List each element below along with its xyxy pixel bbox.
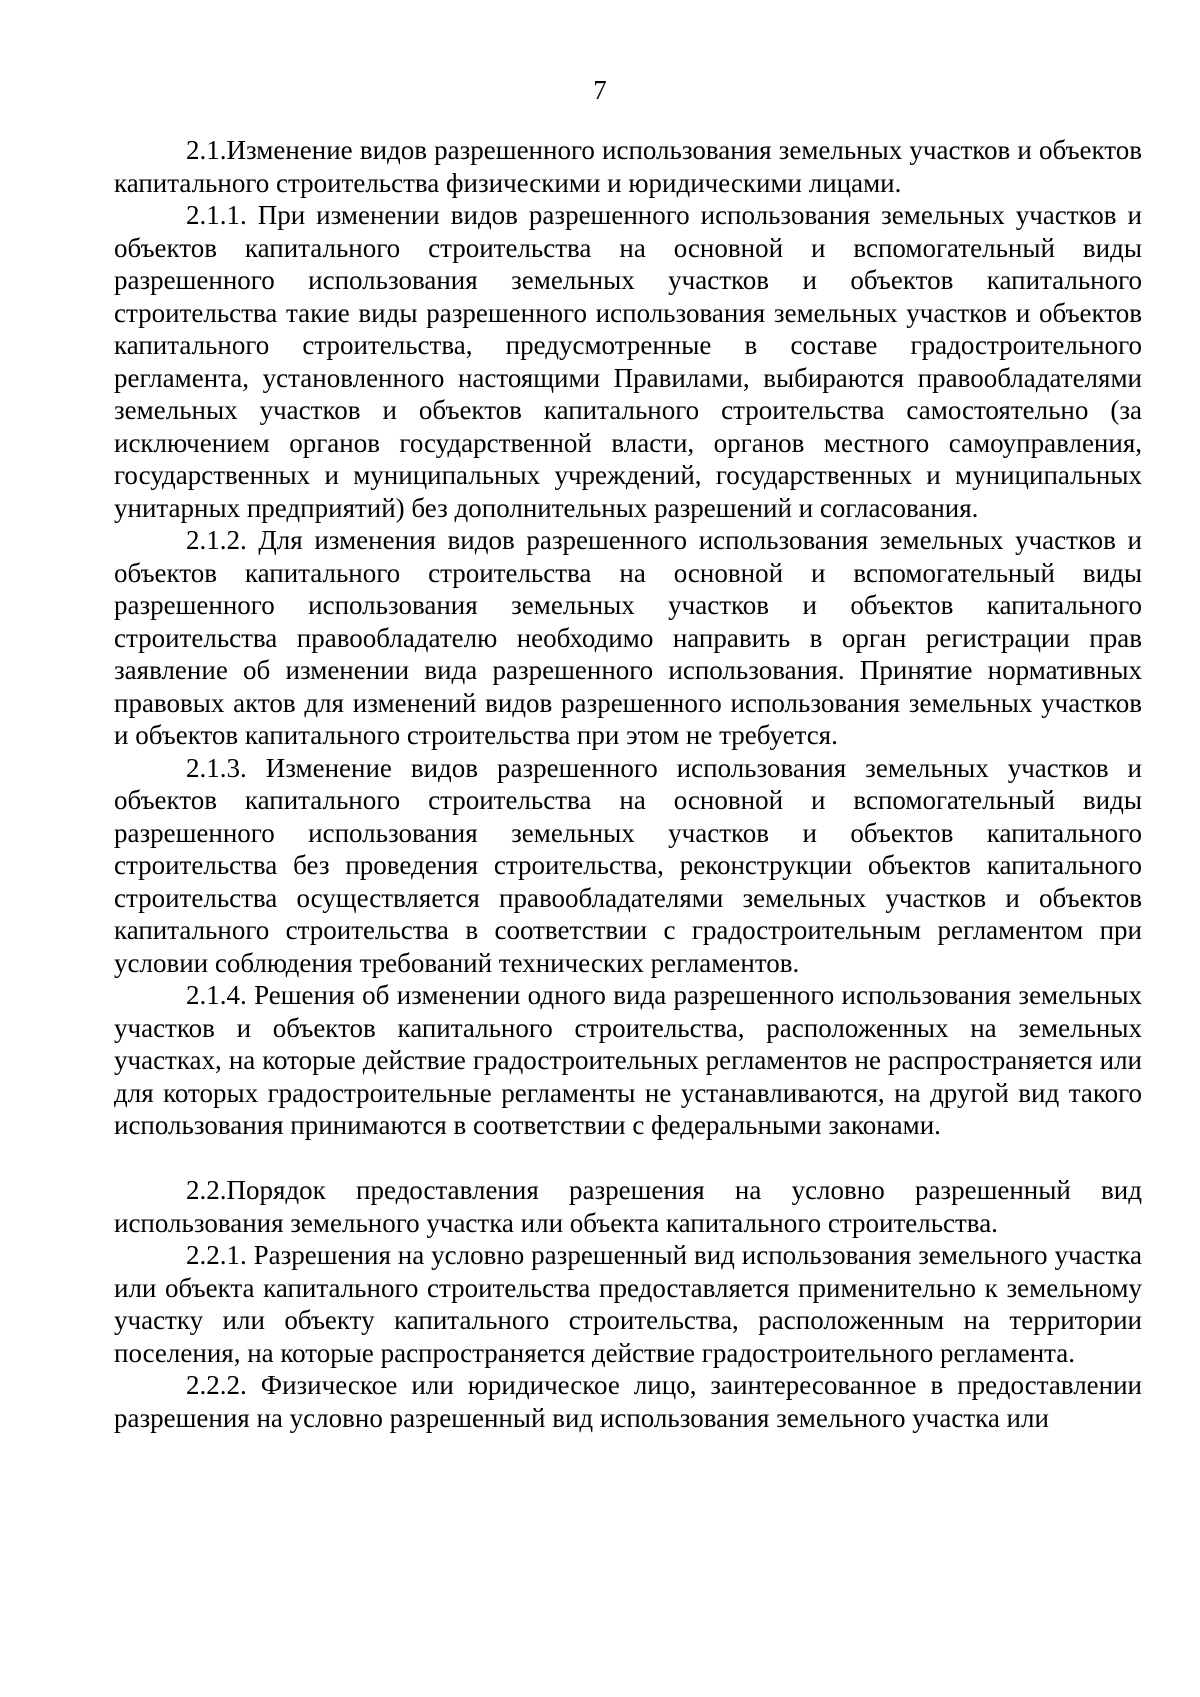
section-heading-2-2: 2.2.Порядок предоставления разрешения на условно разрешенный вид использования земельного участка или объекта капитального строительства. bbox=[114, 1175, 1142, 1238]
paragraph-2-1-4: 2.1.4. Решения об изменении одного вида разрешенного использования земельных участков и объектов капитального строительства, расположенных на земельных участках, на которые действие градостроительных регламентов не распространяется или для которых градостроительные регламенты не устанавливаются, на другой вид такого использования принимаются в соответствии с федеральными законами. bbox=[114, 980, 1142, 1140]
paragraph-2-2-2: 2.2.2. Физическое или юридическое лицо, заинтересованное в предоставлении разрешения на условно разрешенный вид использования земельного участка или bbox=[114, 1370, 1142, 1433]
paragraph-2-1-3: 2.1.3. Изменение видов разрешенного использования земельных участков и объектов капитального строительства на основной и вспомогательный виды разрешенного использования земельных участков и объектов капитального строительства без проведения строительства, реконструкции объектов капитального строительства осуществляется правообладателями земельных участков и объектов капитального строительства в соответствии с градостроительным регламентом при условии соблюдения требований технических регламентов. bbox=[114, 752, 1142, 978]
paragraph-2-1-2: 2.1.2. Для изменения видов разрешенного использования земельных участков и объектов капитального строительства на основной и вспомогательный виды разрешенного использования земельных участков и объектов капитального строительства правообладателю необходимо направить в орган регистрации прав заявление об изменении вида разрешенного использования. Принятие нормативных правовых актов для изменений видов разрешенного использования земельных участков и объектов капитального строительства при этом не требуется. bbox=[114, 525, 1142, 750]
document-body bbox=[114, 134, 1142, 1434]
page-number: 7 bbox=[593, 75, 607, 105]
paragraph-2-2-1: 2.2.1. Разрешения на условно разрешенный вид использования земельного участка или объекта капитального строительства предоставляется применительно к земельному участку или объекту капитального строительства, расположенным на территории поселения, на которые распространяется действие градостроительного регламента. bbox=[114, 1240, 1142, 1368]
paragraph-2-1-1: 2.1.1. При изменении видов разрешенного использования земельных участков и объектов капитального строительства на основной и вспомогательный виды разрешенного использования земельных участков и объектов капитального строительства такие виды разрешенного использования земельных участков и объектов капитального строительства, предусмотренные в составе градостроительного регламента, установленного настоящими Правилами, выбираются правообладателями земельных участков и объектов капитального строительства самостоятельно (за исключением органов государственной власти, органов местного самоуправления, государственных и муниципальных учреждений, государственных и муниципальных унитарных предприятий) без дополнительных разрешений и согласования. bbox=[114, 200, 1142, 523]
section-heading-2-1: 2.1.Изменение видов разрешенного использования земельных участков и объектов капитального строительства физическими и юридическими лицами. bbox=[114, 135, 1142, 198]
